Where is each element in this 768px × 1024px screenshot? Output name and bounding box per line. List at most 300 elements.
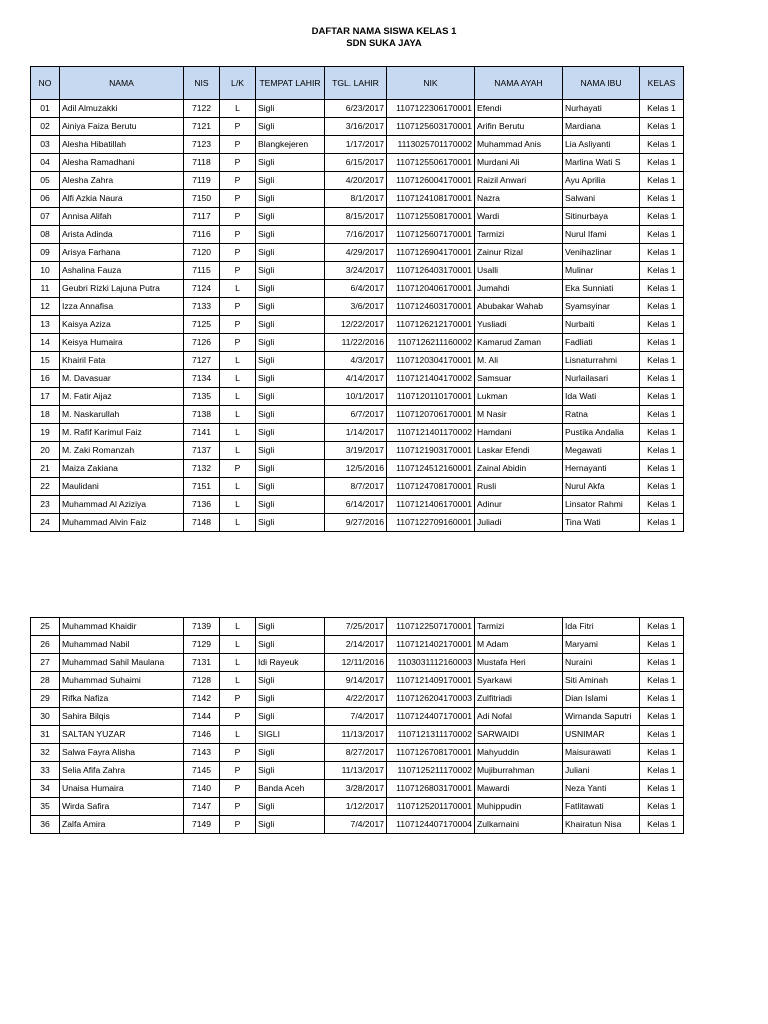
- cell-nama: Unaisa Humaira: [60, 780, 184, 798]
- cell-nama-ayah: Wardi: [475, 208, 563, 226]
- cell-no: 15: [31, 352, 60, 370]
- cell-nama-ibu: Wirnanda Saputri: [563, 708, 640, 726]
- cell-kelas: Kelas 1: [640, 208, 684, 226]
- cell-lk: P: [220, 316, 256, 334]
- cell-nama-ayah: Mujiburrahman: [475, 762, 563, 780]
- cell-nama-ayah: Juliadi: [475, 514, 563, 532]
- table-body: [31, 618, 684, 834]
- cell-nama-ayah: Yusliadi: [475, 316, 563, 334]
- cell-tgl-lahir: 6/7/2017: [325, 406, 387, 424]
- cell-nama-ibu: USNIMAR: [563, 726, 640, 744]
- cell-nama: Ainiya Faiza Berutu: [60, 118, 184, 136]
- cell-kelas: Kelas 1: [640, 654, 684, 672]
- table-body: [31, 100, 684, 532]
- cell-nik: 1107124708170001: [387, 478, 475, 496]
- cell-kelas: Kelas 1: [640, 816, 684, 834]
- cell-kelas: Kelas 1: [640, 424, 684, 442]
- cell-tgl-lahir: 4/14/2017: [325, 370, 387, 388]
- cell-tempat-lahir: SIGLI: [256, 726, 325, 744]
- cell-nama-ayah: Mahyuddin: [475, 744, 563, 762]
- cell-nik: 1107120406170001: [387, 280, 475, 298]
- cell-tempat-lahir: Sigli: [256, 334, 325, 352]
- cell-tgl-lahir: 6/4/2017: [325, 280, 387, 298]
- cell-nama-ibu: Khairatun Nisa: [563, 816, 640, 834]
- cell-nama-ibu: Megawati: [563, 442, 640, 460]
- cell-nama: Maiza Zakiana: [60, 460, 184, 478]
- cell-nama: Annisa Alifah: [60, 208, 184, 226]
- header-no: NO: [31, 67, 60, 100]
- table-row: [31, 262, 684, 280]
- cell-tempat-lahir: Sigli: [256, 190, 325, 208]
- cell-nama-ibu: Linsator Rahmi: [563, 496, 640, 514]
- cell-lk: P: [220, 262, 256, 280]
- cell-no: 31: [31, 726, 60, 744]
- cell-tempat-lahir: Sigli: [256, 762, 325, 780]
- cell-kelas: Kelas 1: [640, 154, 684, 172]
- cell-lk: L: [220, 442, 256, 460]
- cell-lk: L: [220, 100, 256, 118]
- cell-no: 06: [31, 190, 60, 208]
- cell-tgl-lahir: 7/4/2017: [325, 708, 387, 726]
- cell-nis: 7129: [184, 636, 220, 654]
- cell-tempat-lahir: Idi Rayeuk: [256, 654, 325, 672]
- cell-nama-ayah: Rusli: [475, 478, 563, 496]
- cell-nama-ayah: Muhippudin: [475, 798, 563, 816]
- cell-tempat-lahir: Sigli: [256, 154, 325, 172]
- cell-nama: Maulidani: [60, 478, 184, 496]
- cell-tempat-lahir: Sigli: [256, 636, 325, 654]
- cell-nama-ayah: Samsuar: [475, 370, 563, 388]
- cell-nama-ibu: Mardiana: [563, 118, 640, 136]
- header-lk: L/K: [220, 67, 256, 100]
- cell-nama-ibu: Lisnaturrahmi: [563, 352, 640, 370]
- cell-lk: L: [220, 654, 256, 672]
- cell-nama-ibu: Maisurawati: [563, 744, 640, 762]
- cell-nama-ayah: Adi Nofal: [475, 708, 563, 726]
- cell-tempat-lahir: Sigli: [256, 352, 325, 370]
- cell-nama: M. Zaki Romanzah: [60, 442, 184, 460]
- table-row: [31, 388, 684, 406]
- cell-no: 08: [31, 226, 60, 244]
- cell-tgl-lahir: 3/24/2017: [325, 262, 387, 280]
- cell-nama: Zalfa Amira: [60, 816, 184, 834]
- cell-nis: 7132: [184, 460, 220, 478]
- cell-nama: Geubri Rizki Lajuna Putra: [60, 280, 184, 298]
- cell-nik: 1107125201170001: [387, 798, 475, 816]
- cell-nama-ayah: Zulfitriadi: [475, 690, 563, 708]
- cell-nama-ayah: Zainal Abidin: [475, 460, 563, 478]
- cell-nama: Khairil Fata: [60, 352, 184, 370]
- cell-tgl-lahir: 6/14/2017: [325, 496, 387, 514]
- cell-nama: Keisya Humaira: [60, 334, 184, 352]
- cell-nama-ayah: Mawardi: [475, 780, 563, 798]
- cell-nis: 7137: [184, 442, 220, 460]
- cell-kelas: Kelas 1: [640, 762, 684, 780]
- table-row: [31, 154, 684, 172]
- table-row: [31, 726, 684, 744]
- cell-nama: Alesha Ramadhani: [60, 154, 184, 172]
- cell-tempat-lahir: Sigli: [256, 406, 325, 424]
- cell-kelas: Kelas 1: [640, 352, 684, 370]
- cell-no: 10: [31, 262, 60, 280]
- cell-nik: 1107121406170001: [387, 496, 475, 514]
- cell-nik: 1107122306170001: [387, 100, 475, 118]
- cell-nis: 7148: [184, 514, 220, 532]
- cell-lk: P: [220, 334, 256, 352]
- cell-nik: 1107126004170001: [387, 172, 475, 190]
- cell-nama-ibu: Juliani: [563, 762, 640, 780]
- cell-nik: 1107126403170001: [387, 262, 475, 280]
- cell-nama: Sahira Bilqis: [60, 708, 184, 726]
- cell-nis: 7135: [184, 388, 220, 406]
- cell-nama-ibu: Nuraini: [563, 654, 640, 672]
- cell-tempat-lahir: Sigli: [256, 478, 325, 496]
- cell-no: 09: [31, 244, 60, 262]
- table-row: [31, 352, 684, 370]
- cell-tgl-lahir: 12/11/2016: [325, 654, 387, 672]
- cell-nik: 1107121402170001: [387, 636, 475, 654]
- cell-nik: 1107125211170002: [387, 762, 475, 780]
- table-row: [31, 208, 684, 226]
- header-tempat-lahir: TEMPAT LAHIR: [256, 67, 325, 100]
- table-row: [31, 280, 684, 298]
- cell-nama-ayah: Muhammad Anis: [475, 136, 563, 154]
- cell-nama-ibu: Pustika Andalia: [563, 424, 640, 442]
- cell-nis: 7145: [184, 762, 220, 780]
- cell-no: 16: [31, 370, 60, 388]
- cell-no: 33: [31, 762, 60, 780]
- table-row: [31, 370, 684, 388]
- cell-nik: 1107122709160001: [387, 514, 475, 532]
- cell-lk: L: [220, 370, 256, 388]
- cell-nis: 7146: [184, 726, 220, 744]
- cell-nis: 7149: [184, 816, 220, 834]
- cell-nik: 1107126803170001: [387, 780, 475, 798]
- cell-nama: Selia Afifa Zahra: [60, 762, 184, 780]
- cell-lk: P: [220, 226, 256, 244]
- cell-nama: Alfi Azkia Naura: [60, 190, 184, 208]
- cell-no: 23: [31, 496, 60, 514]
- table-row: [31, 460, 684, 478]
- header-nis: NIS: [184, 67, 220, 100]
- cell-nama: Alesha Zahra: [60, 172, 184, 190]
- cell-lk: L: [220, 352, 256, 370]
- cell-nama-ayah: Nazra: [475, 190, 563, 208]
- cell-nama: Rifka Nafiza: [60, 690, 184, 708]
- cell-no: 11: [31, 280, 60, 298]
- cell-tempat-lahir: Sigli: [256, 744, 325, 762]
- cell-nis: 7126: [184, 334, 220, 352]
- cell-tgl-lahir: 3/16/2017: [325, 118, 387, 136]
- cell-tempat-lahir: Sigli: [256, 388, 325, 406]
- cell-nama-ayah: Jumahdi: [475, 280, 563, 298]
- cell-lk: P: [220, 118, 256, 136]
- cell-nama: Muhammad Sahil Maulana: [60, 654, 184, 672]
- cell-nama-ibu: Syamsyinar: [563, 298, 640, 316]
- cell-nik: 1107125508170001: [387, 208, 475, 226]
- cell-tgl-lahir: 6/23/2017: [325, 100, 387, 118]
- table-row: [31, 316, 684, 334]
- cell-tempat-lahir: Sigli: [256, 816, 325, 834]
- cell-no: 12: [31, 298, 60, 316]
- cell-nama: Alesha Hibatillah: [60, 136, 184, 154]
- cell-lk: P: [220, 708, 256, 726]
- cell-nama: Arista Adinda: [60, 226, 184, 244]
- cell-kelas: Kelas 1: [640, 316, 684, 334]
- cell-kelas: Kelas 1: [640, 744, 684, 762]
- cell-kelas: Kelas 1: [640, 798, 684, 816]
- cell-nama-ayah: Mustafa Heri: [475, 654, 563, 672]
- cell-nama-ayah: Hamdani: [475, 424, 563, 442]
- cell-nama-ayah: M. Ali: [475, 352, 563, 370]
- cell-nama-ibu: Venihazlinar: [563, 244, 640, 262]
- cell-nis: 7127: [184, 352, 220, 370]
- cell-kelas: Kelas 1: [640, 442, 684, 460]
- table-row: [31, 226, 684, 244]
- cell-no: 28: [31, 672, 60, 690]
- cell-nama-ayah: Zainur Rizal: [475, 244, 563, 262]
- cell-tgl-lahir: 1/17/2017: [325, 136, 387, 154]
- cell-tgl-lahir: 4/20/2017: [325, 172, 387, 190]
- cell-nama-ibu: Sitinurbaya: [563, 208, 640, 226]
- cell-nama-ayah: SARWAIDI: [475, 726, 563, 744]
- cell-nis: 7150: [184, 190, 220, 208]
- cell-nama: Muhammad Khaidir: [60, 618, 184, 636]
- cell-no: 27: [31, 654, 60, 672]
- cell-nama-ayah: Tarmizi: [475, 618, 563, 636]
- cell-tgl-lahir: 7/16/2017: [325, 226, 387, 244]
- cell-kelas: Kelas 1: [640, 672, 684, 690]
- table-row: [31, 334, 684, 352]
- cell-tempat-lahir: Sigli: [256, 690, 325, 708]
- cell-lk: P: [220, 690, 256, 708]
- cell-nik: 1107126212170001: [387, 316, 475, 334]
- cell-no: 05: [31, 172, 60, 190]
- table-row: [31, 118, 684, 136]
- cell-nik: 1107122507170001: [387, 618, 475, 636]
- cell-no: 30: [31, 708, 60, 726]
- cell-nama: M. Rafif Karimul Faiz: [60, 424, 184, 442]
- cell-nama: SALTAN YUZAR: [60, 726, 184, 744]
- cell-nik: 1107120706170001: [387, 406, 475, 424]
- cell-nik: 1107124407170001: [387, 708, 475, 726]
- cell-nis: 7121: [184, 118, 220, 136]
- table-row: [31, 190, 684, 208]
- cell-nama-ibu: Nurbaiti: [563, 316, 640, 334]
- cell-nis: 7138: [184, 406, 220, 424]
- cell-lk: L: [220, 672, 256, 690]
- cell-lk: L: [220, 406, 256, 424]
- cell-tempat-lahir: Banda Aceh: [256, 780, 325, 798]
- cell-tgl-lahir: 12/22/2017: [325, 316, 387, 334]
- cell-tgl-lahir: 7/4/2017: [325, 816, 387, 834]
- school-name: SDN SUKA JAYA: [346, 38, 422, 49]
- cell-nik: 1107124407170004: [387, 816, 475, 834]
- table-row: [31, 780, 684, 798]
- cell-no: 14: [31, 334, 60, 352]
- table-row: [31, 514, 684, 532]
- cell-tgl-lahir: 8/7/2017: [325, 478, 387, 496]
- cell-no: 22: [31, 478, 60, 496]
- cell-tgl-lahir: 11/13/2017: [325, 762, 387, 780]
- table-row: [31, 816, 684, 834]
- cell-tempat-lahir: Sigli: [256, 118, 325, 136]
- cell-tempat-lahir: Sigli: [256, 208, 325, 226]
- cell-nis: 7139: [184, 618, 220, 636]
- cell-nik: 1107126904170001: [387, 244, 475, 262]
- cell-kelas: Kelas 1: [640, 190, 684, 208]
- cell-nama-ayah: Usalli: [475, 262, 563, 280]
- cell-tgl-lahir: 6/15/2017: [325, 154, 387, 172]
- cell-no: 01: [31, 100, 60, 118]
- cell-nis: 7143: [184, 744, 220, 762]
- cell-nis: 7117: [184, 208, 220, 226]
- cell-nik: 1107121404170002: [387, 370, 475, 388]
- cell-tgl-lahir: 10/1/2017: [325, 388, 387, 406]
- cell-nama-ayah: Syarkawi: [475, 672, 563, 690]
- cell-nama-ibu: Mulinar: [563, 262, 640, 280]
- cell-nis: 7140: [184, 780, 220, 798]
- cell-nama-ibu: Eka Sunniati: [563, 280, 640, 298]
- cell-tempat-lahir: Sigli: [256, 226, 325, 244]
- cell-nik: 1107126211160002: [387, 334, 475, 352]
- cell-no: 19: [31, 424, 60, 442]
- cell-nik: 1107121401170002: [387, 424, 475, 442]
- cell-kelas: Kelas 1: [640, 406, 684, 424]
- cell-tgl-lahir: 9/14/2017: [325, 672, 387, 690]
- cell-nik: 1107124512160001: [387, 460, 475, 478]
- cell-lk: P: [220, 744, 256, 762]
- cell-no: 25: [31, 618, 60, 636]
- cell-tgl-lahir: 11/22/2016: [325, 334, 387, 352]
- cell-tempat-lahir: Sigli: [256, 496, 325, 514]
- cell-tempat-lahir: Sigli: [256, 460, 325, 478]
- cell-nama-ayah: Lukman: [475, 388, 563, 406]
- cell-nama-ibu: Neza Yanti: [563, 780, 640, 798]
- cell-no: 21: [31, 460, 60, 478]
- cell-lk: P: [220, 136, 256, 154]
- table-row: [31, 744, 684, 762]
- cell-nama-ayah: Adinur: [475, 496, 563, 514]
- cell-nama-ibu: Salwani: [563, 190, 640, 208]
- cell-tempat-lahir: Sigli: [256, 298, 325, 316]
- cell-tgl-lahir: 1/12/2017: [325, 798, 387, 816]
- cell-tempat-lahir: Sigli: [256, 424, 325, 442]
- cell-lk: P: [220, 298, 256, 316]
- cell-nama-ibu: Marlina Wati S: [563, 154, 640, 172]
- cell-nis: 7116: [184, 226, 220, 244]
- cell-nama: Ashalina Fauza: [60, 262, 184, 280]
- student-table-page-1: [30, 66, 684, 532]
- cell-tgl-lahir: 4/22/2017: [325, 690, 387, 708]
- cell-no: 07: [31, 208, 60, 226]
- table-row: [31, 244, 684, 262]
- cell-nama: M. Davasuar: [60, 370, 184, 388]
- cell-nis: 7125: [184, 316, 220, 334]
- cell-kelas: Kelas 1: [640, 172, 684, 190]
- cell-lk: P: [220, 816, 256, 834]
- cell-nis: 7133: [184, 298, 220, 316]
- cell-lk: P: [220, 208, 256, 226]
- cell-nik: 1107125506170001: [387, 154, 475, 172]
- table-row: [31, 636, 684, 654]
- table-row: [31, 618, 684, 636]
- cell-kelas: Kelas 1: [640, 478, 684, 496]
- document-title: DAFTAR NAMA SISWA KELAS 1: [311, 26, 457, 37]
- cell-nik: 1107126708170001: [387, 744, 475, 762]
- cell-nama: Muhammad Suhaimi: [60, 672, 184, 690]
- cell-no: 02: [31, 118, 60, 136]
- cell-nama-ayah: M Nasir: [475, 406, 563, 424]
- cell-nis: 7124: [184, 280, 220, 298]
- cell-nama-ibu: Maryami: [563, 636, 640, 654]
- cell-nik: 1107125607170001: [387, 226, 475, 244]
- cell-tgl-lahir: 1/14/2017: [325, 424, 387, 442]
- table-row: [31, 100, 684, 118]
- cell-tgl-lahir: 8/27/2017: [325, 744, 387, 762]
- cell-nik: 1107121311170002: [387, 726, 475, 744]
- cell-tempat-lahir: Sigli: [256, 672, 325, 690]
- cell-no: 17: [31, 388, 60, 406]
- cell-tempat-lahir: Sigli: [256, 262, 325, 280]
- cell-nik: 1107125603170001: [387, 118, 475, 136]
- cell-tgl-lahir: 11/13/2017: [325, 726, 387, 744]
- cell-nis: 7118: [184, 154, 220, 172]
- cell-nama: Salwa Fayra Alisha: [60, 744, 184, 762]
- cell-kelas: Kelas 1: [640, 244, 684, 262]
- table-row: [31, 172, 684, 190]
- cell-nama-ibu: Nurlailasari: [563, 370, 640, 388]
- cell-nik: 1107124108170001: [387, 190, 475, 208]
- cell-nama-ayah: Zulkarnaini: [475, 816, 563, 834]
- cell-no: 29: [31, 690, 60, 708]
- header-nik: NIK: [387, 67, 475, 100]
- cell-no: 24: [31, 514, 60, 532]
- cell-nis: 7119: [184, 172, 220, 190]
- cell-lk: L: [220, 388, 256, 406]
- cell-nama: Muhammad Al Aziziya: [60, 496, 184, 514]
- cell-nis: 7120: [184, 244, 220, 262]
- cell-nis: 7141: [184, 424, 220, 442]
- cell-no: 32: [31, 744, 60, 762]
- table-row: [31, 298, 684, 316]
- cell-tgl-lahir: 3/19/2017: [325, 442, 387, 460]
- cell-tgl-lahir: 7/25/2017: [325, 618, 387, 636]
- cell-nama-ibu: Tina Wati: [563, 514, 640, 532]
- cell-lk: P: [220, 798, 256, 816]
- cell-tgl-lahir: 4/29/2017: [325, 244, 387, 262]
- table-row: [31, 762, 684, 780]
- table-row: [31, 690, 684, 708]
- cell-lk: L: [220, 514, 256, 532]
- cell-no: 18: [31, 406, 60, 424]
- cell-kelas: Kelas 1: [640, 388, 684, 406]
- table-row: [31, 798, 684, 816]
- cell-nis: 7136: [184, 496, 220, 514]
- cell-nama-ayah: Tarmizi: [475, 226, 563, 244]
- cell-nis: 7115: [184, 262, 220, 280]
- cell-nik: 1107120110170001: [387, 388, 475, 406]
- cell-nama-ibu: Ayu Aprilia: [563, 172, 640, 190]
- cell-lk: L: [220, 478, 256, 496]
- cell-kelas: Kelas 1: [640, 726, 684, 744]
- cell-tempat-lahir: Sigli: [256, 618, 325, 636]
- cell-nama: Arisya Farhana: [60, 244, 184, 262]
- table-row: [31, 442, 684, 460]
- cell-nama-ibu: Ratna: [563, 406, 640, 424]
- header-nama: NAMA: [60, 67, 184, 100]
- cell-nama-ibu: Nurul Akfa: [563, 478, 640, 496]
